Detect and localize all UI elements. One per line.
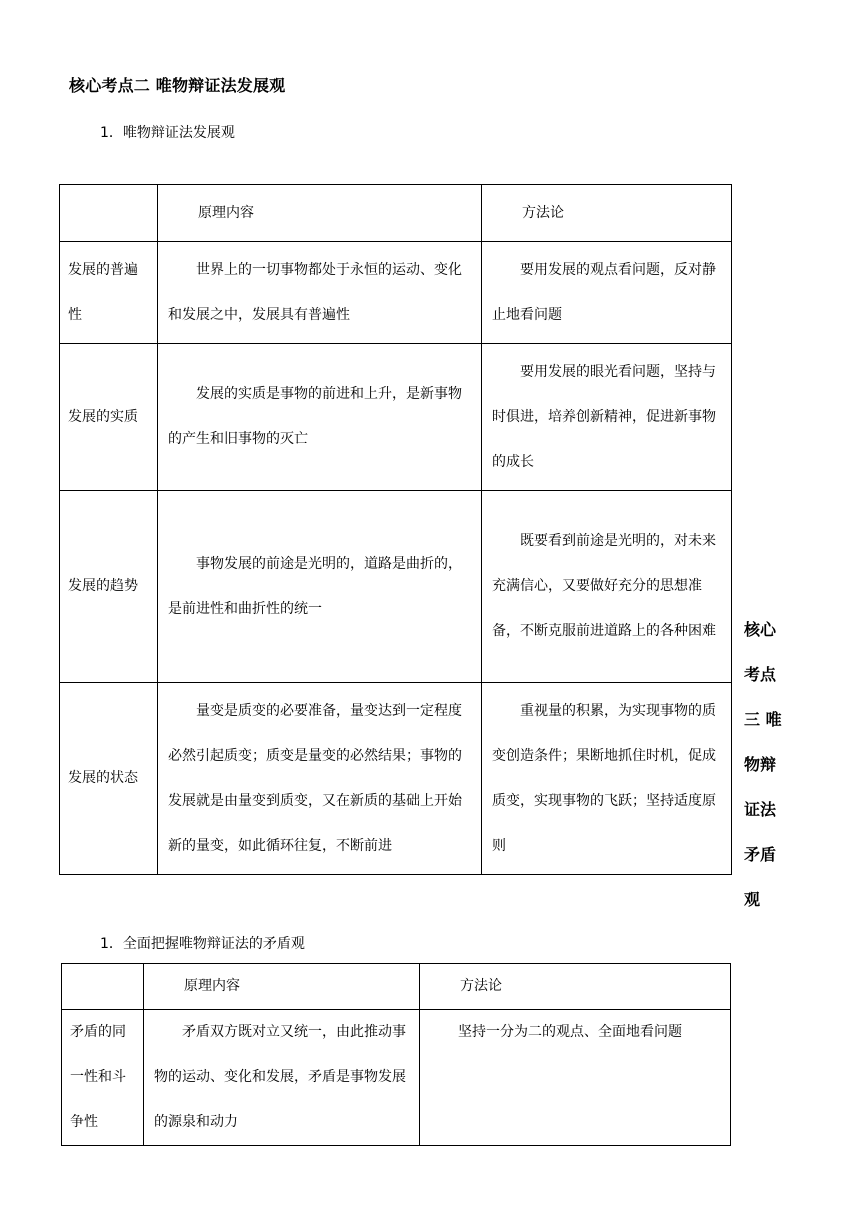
header-method: 方法论	[420, 964, 731, 1010]
table-row	[60, 491, 732, 683]
development-view-table	[59, 184, 732, 875]
subsection-title-development: 1．唯物辩证法发展观	[100, 125, 235, 141]
side-heading-line: 矛盾	[744, 845, 777, 864]
header-principle: 原理内容	[144, 964, 420, 1010]
section-title: 核心考点二 唯物辩证法发展观	[69, 76, 286, 95]
side-heading-line: 三 唯	[744, 710, 782, 729]
table-row	[60, 683, 732, 875]
side-heading-line: 核心	[744, 620, 777, 639]
row-method: 坚持一分为二的观点、全面地看问题	[420, 1010, 731, 1146]
table-row	[62, 1010, 731, 1146]
row-method: 重视量的积累，为实现事物的质变创造条件；果断地抓住时机，促成质变，实现事物的飞跃；坚持适度原则	[482, 683, 732, 875]
row-label: 发展的状态	[60, 683, 158, 875]
row-principle: 世界上的一切事物都处于永恒的运动、变化和发展之中，发展具有普遍性	[158, 242, 482, 344]
subsection-title-contradiction: 1．全面把握唯物辩证法的矛盾观	[100, 936, 305, 952]
row-principle: 发展的实质是事物的前进和上升，是新事物的产生和旧事物的灭亡	[158, 344, 482, 491]
header-empty-cell	[62, 964, 144, 1010]
row-principle: 矛盾双方既对立又统一，由此推动事物的运动、变化和发展，矛盾是事物发展的源泉和动力	[144, 1010, 420, 1146]
header-method: 方法论	[482, 185, 732, 242]
row-method: 要用发展的观点看问题，反对静止地看问题	[482, 242, 732, 344]
table-header-row	[60, 185, 732, 242]
side-heading-line: 考点	[744, 665, 777, 684]
row-label: 矛盾的同一性和斗争性	[62, 1010, 144, 1146]
row-label: 发展的实质	[60, 344, 158, 491]
table-header-row	[62, 964, 731, 1010]
table-row	[60, 242, 732, 344]
header-principle: 原理内容	[158, 185, 482, 242]
side-heading-line: 物辩	[744, 755, 777, 774]
contradiction-view-table	[61, 963, 731, 1146]
row-label: 发展的普遍性	[60, 242, 158, 344]
side-heading-line: 证法	[744, 800, 777, 819]
row-method: 既要看到前途是光明的，对未来充满信心，又要做好充分的思想准备，不断克服前进道路上的各种困难	[482, 491, 732, 683]
header-empty-cell	[60, 185, 158, 242]
row-principle: 量变是质变的必要准备，量变达到一定程度必然引起质变；质变是量变的必然结果；事物的发展就是由量变到质变，又在新质的基础上开始新的量变，如此循环往复，不断前进	[158, 683, 482, 875]
row-principle: 事物发展的前途是光明的，道路是曲折的，是前进性和曲折性的统一	[158, 491, 482, 683]
row-method: 要用发展的眼光看问题，坚持与时俱进，培养创新精神，促进新事物的成长	[482, 344, 732, 491]
table-row	[60, 344, 732, 491]
row-label: 发展的趋势	[60, 491, 158, 683]
side-heading-line: 观	[744, 890, 761, 909]
side-heading	[744, 607, 800, 922]
